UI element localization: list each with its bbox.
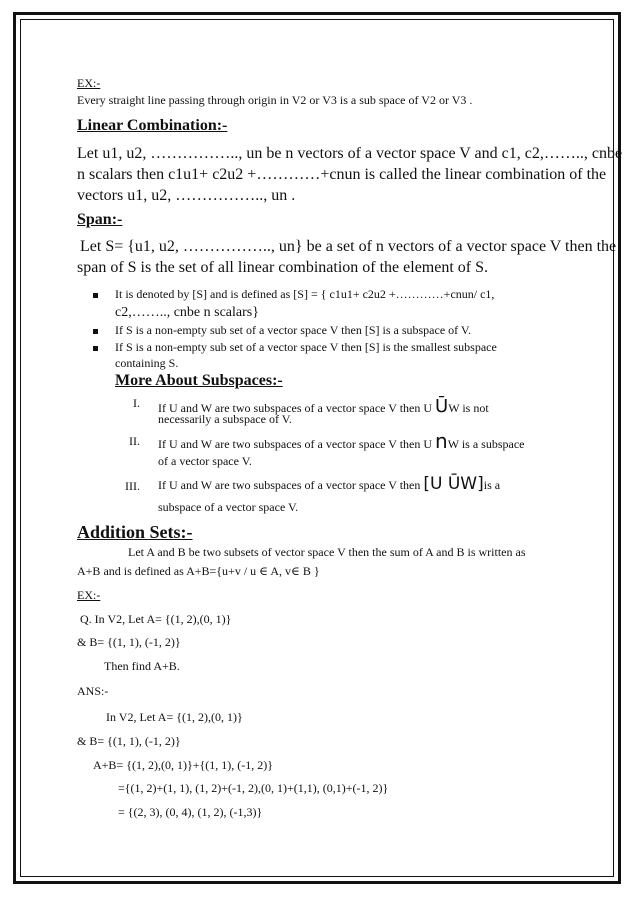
question-line-3: Then find A+B.: [104, 659, 180, 673]
item-3-text-b: is a: [483, 478, 501, 492]
answer-line-4: ={(1, 2)+(1, 1), (1, 2)+(-1, 2),(0, 1)+(1,1), (0,1)+(-1, 2)}: [118, 781, 389, 795]
linear-combination-line-2: n scalars then c1u1+ c2u2 +…………+cnun is called the linear combination of the: [77, 166, 607, 183]
example-text: Every straight line passing through origin in V2 or V3 is a sub space of V2 or V3 .: [77, 93, 473, 107]
bullet-2-marker: [93, 329, 98, 334]
more-subspaces-heading: More About Subspaces:-: [115, 372, 283, 389]
answer-line-5: = {(2, 3), (0, 4), (1, 2), (-1,3)}: [118, 805, 263, 819]
addition-sets-heading: Addition Sets:-: [77, 522, 193, 542]
item-2-line-1: [158, 429, 524, 453]
bullet-3-line-2: containing S.: [115, 356, 179, 370]
bullet-1-marker: [93, 293, 98, 298]
intersection-symbol: n: [435, 429, 448, 453]
item-2-text-a: If U and W are two subspaces of a vector space V then U: [158, 437, 436, 451]
span-heading: Span:-: [77, 211, 123, 228]
item-3-numeral: III.: [125, 479, 140, 493]
item-3-text-a: If U and W are two subspaces of a vector space V then: [158, 478, 424, 492]
bullet-1-line-2: c2,…….., cnbe n scalars}: [115, 305, 259, 320]
question-line-1: Q. In V2, Let A= {(1, 2),(0, 1)}: [80, 612, 232, 626]
addition-sets-line-2: A+B and is defined as A+B={u+v / u ∈ A, v∈ B }: [77, 564, 320, 578]
linear-combination-line-1: Let u1, u2, …………….., un be n vectors of a vector space V and c1, c2,…….., cnbe: [77, 145, 623, 162]
linear-combination-line-3: vectors u1, u2, …………….., un .: [77, 187, 296, 204]
item-1-text-a: If U and W are two subspaces of a vector space V then U: [158, 401, 436, 415]
linear-combination-heading: Linear Combination:-: [77, 117, 228, 134]
answer-label: ANS:-: [77, 684, 109, 698]
example-label: EX:-: [77, 76, 101, 90]
question-line-2: & B= {(1, 1), (-1, 2)}: [77, 635, 181, 649]
item-2-line-2: of a vector space V.: [158, 454, 252, 468]
item-2-text-b: W is a subspace: [447, 437, 525, 451]
item-3-line-2: subspace of a vector space V.: [158, 500, 299, 514]
span-line-1: Let S= {u1, u2, …………….., un} be a set of n vectors of a vector space V then the: [80, 238, 617, 255]
item-2-numeral: II.: [129, 434, 140, 448]
item-1-numeral: I.: [133, 396, 140, 410]
bullet-3-line-1: If S is a non-empty sub set of a vector space V then [S] is the smallest subspace: [115, 340, 497, 354]
item-3-line-1: [158, 474, 500, 494]
item-1-text-b: W is not: [448, 401, 489, 415]
bullet-2-line-1: If S is a non-empty sub set of a vector space V then [S] is a subspace of V.: [115, 323, 472, 337]
answer-line-1: In V2, Let A= {(1, 2),(0, 1)}: [106, 710, 243, 724]
bullet-1-line-1: It is denoted by [S] and is defined as [S] = { c1u1+ c2u2 +…………+cnun/ c1,: [115, 287, 495, 301]
addition-sets-line-1: Let A and B be two subsets of vector space V then the sum of A and B is written as: [128, 545, 526, 559]
answer-line-2: & B= {(1, 1), (-1, 2)}: [77, 734, 181, 748]
bracket-union-symbol: [U ŪW]: [423, 474, 484, 494]
bullet-3-marker: [93, 346, 98, 351]
span-line-2: span of S is the set of all linear combination of the element of S.: [77, 259, 489, 276]
answer-line-3: A+B= {(1, 2),(0, 1)}+{(1, 1), (-1, 2)}: [93, 758, 273, 772]
union-bar-symbol: Ū: [435, 396, 449, 417]
example-2-label: EX:-: [77, 588, 101, 602]
item-1-line-2: necessarily a subspace of V.: [158, 412, 292, 426]
